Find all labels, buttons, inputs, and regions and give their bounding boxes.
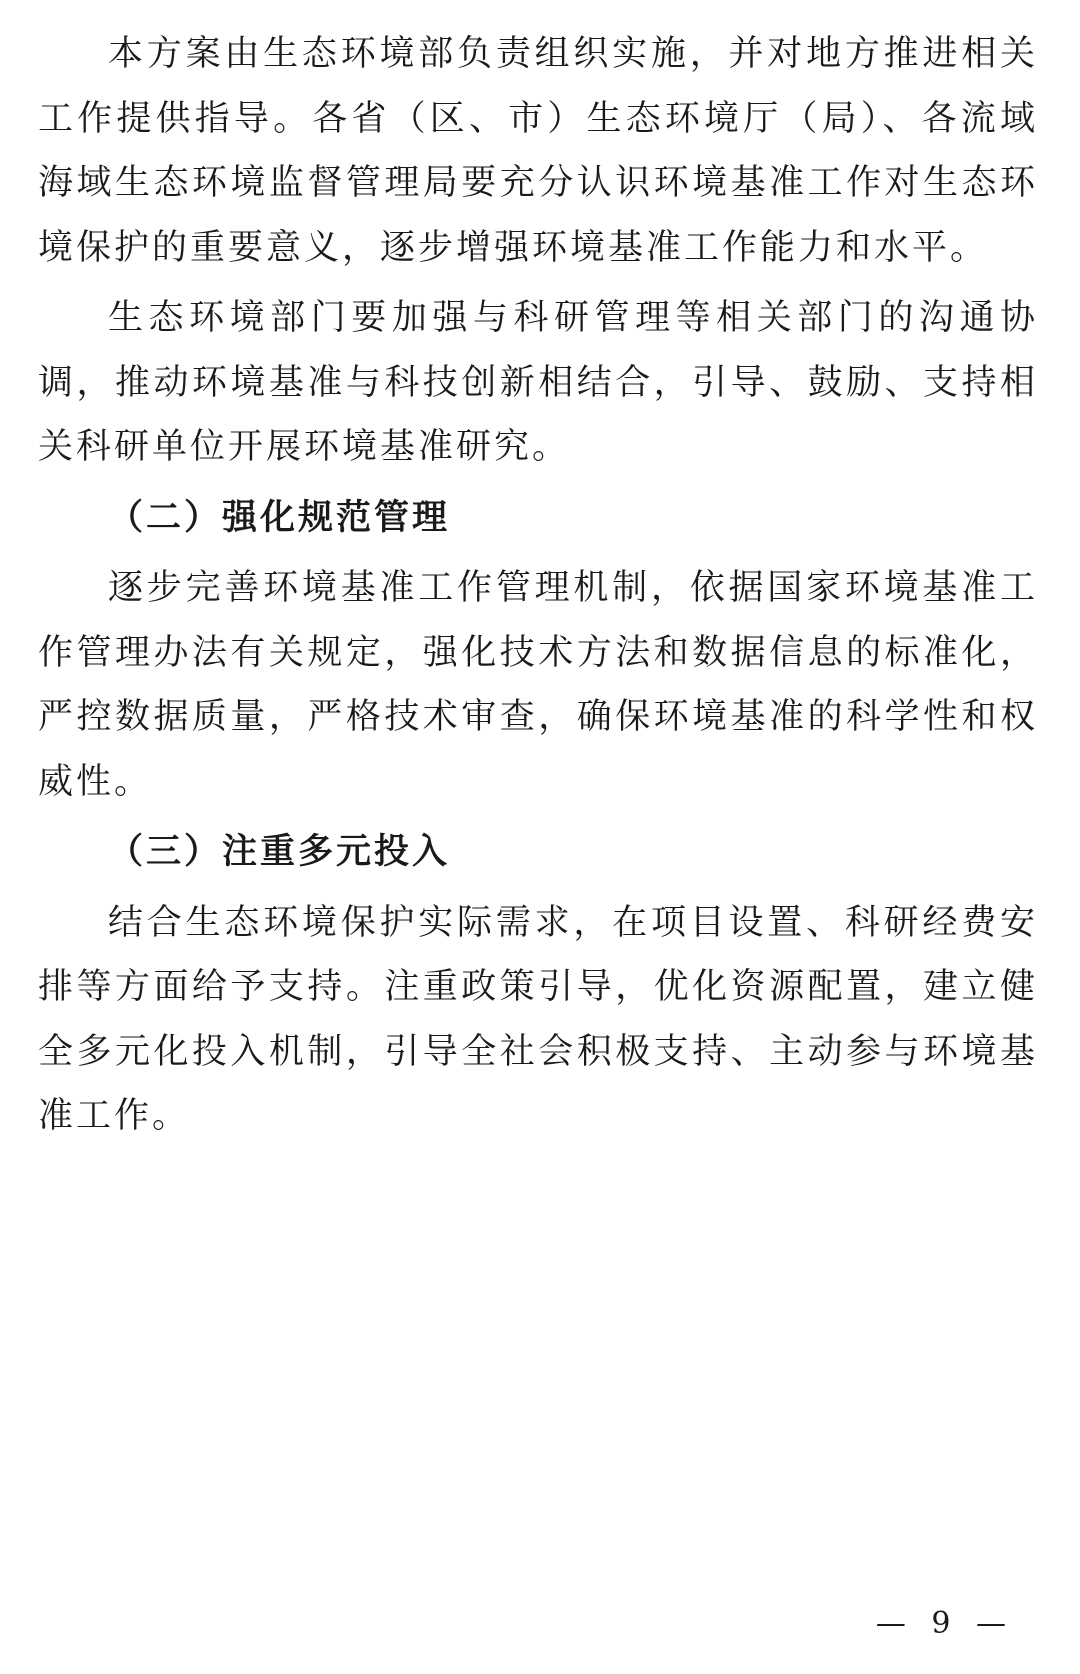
page-number: — 9 — [875, 1606, 1014, 1641]
document-body [38, 22, 1038, 1155]
paragraph-coordination: 生态环境部门要加强与科研管理等相关部门的沟通协调，推动环境基准与科技创新相结合，引导、鼓励、支持相关科研单位开展环境基准研究。 [38, 298, 1038, 467]
paragraph-implementation: 本方案由生态环境部负责组织实施，并对地方推进相关工作提供指导。各省（区、市）生态环境厅（局）、各流域海域生态环境监督管理局要充分认识环境基准工作对生态环境保护的重要意义，逐步增强环境基准工作能力和水平。 [38, 34, 1038, 268]
paragraph-standardized-management: 逐步完善环境基准工作管理机制，依据国家环境基准工作管理办法有关规定，强化技术方法和数据信息的标准化，严控数据质量，严格技术审查，确保环境基准的科学性和权威性。 [38, 568, 1038, 802]
paragraph-diversified-investment: 结合生态环境保护实际需求，在项目设置、科研经费安排等方面给予支持。注重政策引导，优化资源配置，建立健全多元化投入机制，引导全社会积极支持、主动参与环境基准工作。 [38, 902, 1038, 1136]
section-heading-standardized-management: （二）强化规范管理 [108, 496, 451, 538]
section-heading-diversified-investment: （三）注重多元投入 [108, 831, 451, 872]
